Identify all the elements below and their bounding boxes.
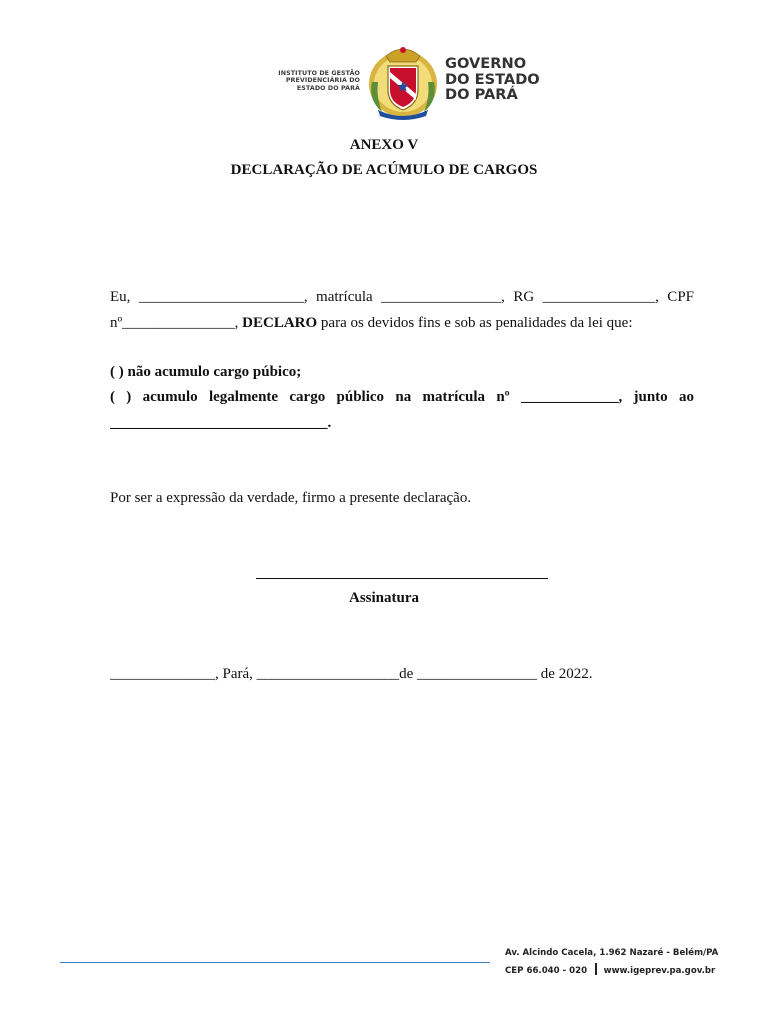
institute-line-3: ESTADO DO PARÁ xyxy=(296,84,360,92)
government-line-2: DO ESTADO xyxy=(445,70,540,88)
footer-address: Av. Alcindo Cacela, 1.962 Nazaré - Belém/PA xyxy=(505,948,719,958)
signature-line xyxy=(256,578,548,579)
para-coat-of-arms-icon xyxy=(366,42,440,120)
government-line-3: DO PARÁ xyxy=(445,86,518,104)
signature-label: Assinatura xyxy=(348,590,419,606)
government-line-1: GOVERNO xyxy=(445,55,527,72)
intro-line-2-end: para os devidos fins e sob as penalidades da lei que: xyxy=(320,315,633,331)
cpf-number-blank: nº_______________, xyxy=(110,315,239,331)
footer-divider xyxy=(60,962,490,963)
closing-statement: Por ser a expressão da verdade, firmo a presente declaração. xyxy=(110,490,472,506)
footer-website: www.igeprev.pa.gov.br xyxy=(603,966,716,976)
government-name xyxy=(445,56,540,103)
institute-line-1: INSTITUTO DE GESTÃO xyxy=(278,70,360,77)
option-accumulate: ( ) acumulo legalmente cargo público na matrícula nº _____________, junto ao xyxy=(110,389,694,405)
declaro-keyword: DECLARO xyxy=(242,315,318,331)
intro-line-1: Eu, ______________________, matrícula ________________, RG _______________, CPF xyxy=(110,289,694,305)
intro-line-2 xyxy=(110,310,694,336)
date-line: ______________, Pará, ___________________de ________________ de 2022. xyxy=(110,666,593,682)
option-not-accumulate xyxy=(110,359,694,385)
institute-line-2: PREVIDENCIÁRIA DO xyxy=(285,77,360,85)
option-accumulate-line-2: _____________________________. xyxy=(110,415,332,431)
footer-contact xyxy=(505,963,755,976)
document-title: DECLARAÇÃO DE ACÚMULO DE CARGOS xyxy=(230,162,538,178)
institute-name xyxy=(278,70,360,92)
annex-title: ANEXO V xyxy=(349,137,419,153)
footer-cep: CEP 66.040 - 020 xyxy=(505,966,588,976)
option-1-text: ( ) não acumulo cargo púbico; xyxy=(110,364,302,380)
footer-separator xyxy=(595,963,597,975)
